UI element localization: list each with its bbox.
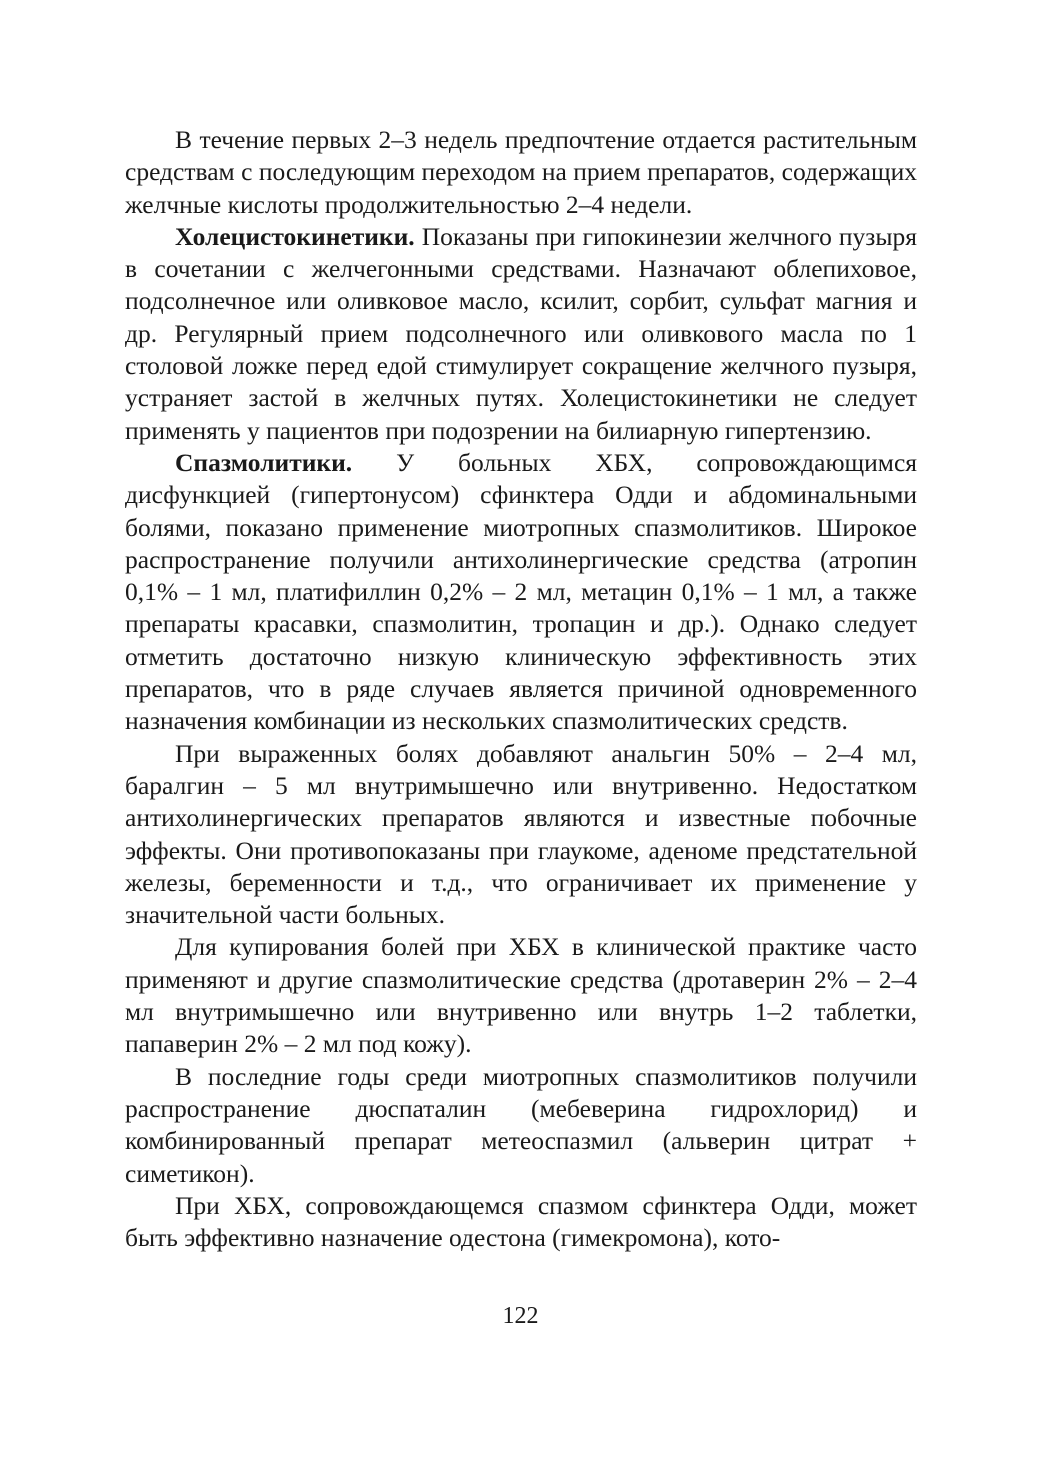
paragraph-text: При ХБХ, сопровождающемся спазмом сфинктера Одди, может быть эффективно назначение одестона (гимекромона), кото- — [125, 1190, 917, 1253]
paragraph-lead: Спазмолитики. — [175, 447, 353, 477]
page-number: 122 — [502, 1303, 539, 1329]
paragraph-cholecystokinetics — [125, 221, 917, 447]
paragraph-recent-years — [125, 1061, 917, 1190]
paragraph-text: При выраженных болях добавляют анальгин 50% – 2–4 мл, баралгин – 5 мл внутримышечно или внутривенно. Недостатком антихолинергических препаратов являются и известные побочные эффекты. Они противопоказаны при глаукоме, аденоме предстательной железы, беременности и т.д., что ограничивает их применение у значительной части больных. — [125, 738, 917, 930]
paragraph-text: В течение первых 2–3 недель предпочтение отдается растительным средствам с последующим переходом на прием препаратов, содержащих желчные кислоты продолжительностью 2–4 недели. — [125, 125, 917, 219]
paragraph-text: Показаны при гипокинезии желчного пузыря в сочетании с желчегонными средствами. Назначают облепиховое, подсолнечное или оливковое масло, ксилит, сорбит, сульфат магния и др. Регулярный прием подсолнечного или оливкового масла по 1 столовой ложке перед едой стимулирует сокращение желчного пузыря, устраняет застой в желчных путях. Холецистокинетики не следует применять у пациентов при подозрении на билиарную гипертензию. — [125, 221, 917, 445]
paragraph-text: В последние годы среди миотропных спазмолитиков получили распространение дюспаталин (мебеверина гидрохлорид) и комбинированный препарат метеоспазмил (альверин цитрат + симетикон). — [125, 1061, 917, 1188]
paragraph-text: У больных ХБХ, сопровождающимся дисфункцией (гипертонусом) сфинктера Одди и абдоминальными болями, показано применение миотропных спазмолитиков. Широкое распространение получили антихолинергические средства (атропин 0,1% – 1 мл, платифиллин 0,2% – 2 мл, метацин 0,1% – 1 мл, а также препараты красавки, спазмолитин, тропацин и др.). Однако следует отметить достаточно низкую клиническую эффективность этих препаратов, что в ряде случаев является причиной одновременного назначения комбинации из нескольких спазмолитических средств. — [125, 447, 917, 736]
paragraph-severe-pain — [125, 738, 917, 932]
paragraph-lead: Холецистокинетики. — [175, 221, 415, 251]
paragraph-spasmolytics — [125, 447, 917, 738]
paragraph-herbal-remedies — [125, 124, 917, 221]
paragraph-text: Для купирования болей при ХБХ в клинической практике часто применяют и другие спазмолитические средства (дротаверин 2% – 2–4 мл внутримышечно или внутривенно или внутрь 1–2 таблетки, папаверин 2% – 2 мл под кожу). — [125, 932, 917, 1059]
page-body — [125, 124, 917, 1254]
paragraph-oddi-spasm — [125, 1190, 917, 1255]
paragraph-pain-relief — [125, 931, 917, 1060]
